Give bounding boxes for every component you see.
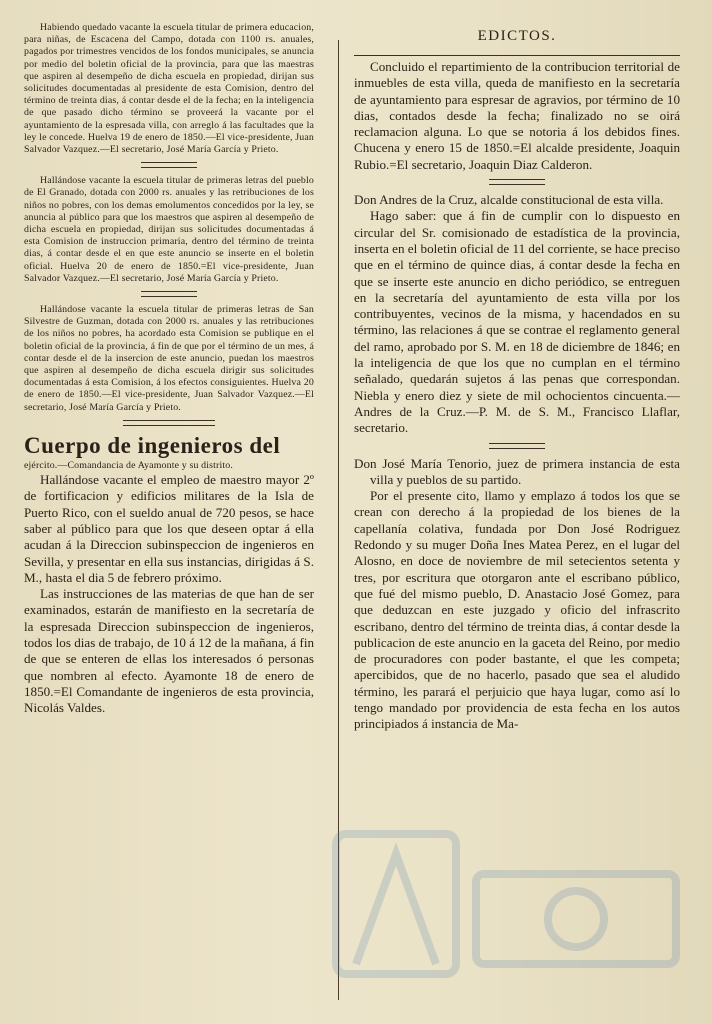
edict-chucena: Concluido el repartimiento de la contribucion territorial de inmuebles de esta villa, queda de manifiesto en la secretaría de ayuntamiento para espresar de agravios, por término de 10 dias, contados desde la fecha; finalizado no se oirá reclamacion alguna. Lo que se notoria á los debidos fines. Chucena y enero 15 de 1850.=El alcalde presidente, Joaquin Rubio.=El secretario, Joaquin Diaz Calderon. — [354, 59, 680, 172]
edict-niebla-body: Hago saber: que á fin de cumplir con lo dispuesto en circular del Sr. comisionado de estadística de la provincia, inserta en el boletin oficial de 11 del corriente, se hace preciso que en el término de quince dias, á contar desde la fecha en que se inserte este anuncio en dicho periódico, se entreguen en la secretaría del ayuntamiento de esta villa por los contribuyentes, vecinos de la misma, y hacendados en su término, las relaciones á que se contrae el reglamento general del ramo, aprobado por S. M. en 18 de diciembre de 1846; en la inteligencia de que los que no cumplan en el término señalado, quedarán sujetos á las penas que correspondan. Niebla y enero diez y siete de mil ochocientos cincuenta.—Andres de la Cruz.—P. M. de S. M., Francisco Llaflar, secretario. — [354, 208, 680, 436]
separator — [141, 162, 197, 168]
notice-el-granado: Hallándose vacante la escuela titular de primeras letras del pueblo de El Granado, dotada con 2000 rs. anuales y las retribuciones de los niños no pobres, con los demas emolumentos concedidos por la ley, se anuncia al público para que los maestros que aspiren al desempeño de dicha escuela en propiedad, dirijan sus solicitudes documentadas á esta Comision de instruccion primaria, dentro del término de treinta dias, á contar desde el en que este anuncio se inserte en el boletin oficial. Huelva 20 de enero de 1850.=El vice-presidente, Juan Salvador Vazquez.—El secretario, José María García y Prieto. — [24, 175, 314, 284]
section-heading: Cuerpo de ingenieros del — [24, 432, 281, 458]
edictos-title: EDICTOS. — [477, 28, 557, 44]
separator — [141, 291, 197, 297]
left-column — [24, 22, 314, 717]
notice-ingenieros-p2: Las instrucciones de las materias de que han de ser examinados, estarán de manifiesto en la secretaría de la espresada Direccion subinspeccion de ingenieros, todos los dias de trabajo, de 10 á 12 de la mañana, á fin de que se enteren de ellas los interesados ó personas que nombren al efecto. Ayamonte 18 de enero de 1850.=El Comandante de ingenieros de esta provincia, Nicolás Valdes. — [24, 586, 314, 716]
separator — [123, 420, 215, 426]
edict-tenorio-body: Por el presente cito, llamo y emplazo á todos los que se crean con derecho á la propiedad de los bienes de la capellanía colativa, fundada por Don José Rodriguez Redondo y su muger Doña Ines Matea Perez, en el lugar del Alosno, en doce de noviembre de mil setecientos setenta y tres, por escritura que otorgaron ante el escribano público, que fué del mismo pueblo, D. Anastacio José Gomez, para que deduzcan en este juzgado y oficio del infrascrito escribano, dentro del término de treinta dias, á contar desde la publicacion de este anuncio en la gaceta del Reino, por medio de procuradores con poder bastante, el que les competa; apercibidos, que de no hacerlo, pasado que sea el aludido término, les parará el perjuicio que haya lugar, como así lo tengo mandado por providencia de esta fecha en los autos principiados á instancia de Ma- — [354, 488, 680, 732]
title-rule — [354, 55, 680, 56]
notice-escacena: Habiendo quedado vacante la escuela titular de primera educacion, para niñas, de Escacena del Campo, dotada con 1100 rs. anuales, pagados por trimestres vencidos de los fondos municipales, se anuncia por medio del boletin oficial de la provincia, para que las maestras que aspiren al desempeño de dicha escuela en propiedad, dirijan sus solicitudes documentadas al presidente de esta Comision, dentro del término de treinta dias, á contar desde el de la fecha; en la inteligencia de que pasado dicho término se proveerá la vacante por el ayuntamiento de la espresada villa, con arreglo á las facultades que la ley le concede. Huelva 19 de enero de 1850.—El vice-presidente, Juan Salvador Vazquez.—El secretario, José María García y Prieto. — [24, 22, 314, 156]
edict-tenorio-heading: Don José María Tenorio, juez de primera instancia de esta villa y pueblos de su partido. — [354, 455, 680, 487]
notice-ingenieros-p1: Hallándose vacante el empleo de maestro mayor 2º de fortificacion y edificios militares de la Isla de Puerto Rico, con el sueldo anual de 720 pesos, se hace saber al público para que los que deseen optar á ella acudan á la Direccion subinspeccion de ingenieros en Sevilla, y presentar en ella sus instancias, dirigidas á S. M., hasta el dia 5 de febrero próximo. — [24, 472, 314, 585]
library-watermark-icon — [326, 814, 686, 984]
column-divider — [338, 40, 339, 1000]
separator — [489, 179, 545, 185]
right-column — [354, 22, 680, 733]
section-subheading: ejército.—Comandancia de Ayamonte y su distrito. — [24, 459, 233, 471]
separator — [489, 443, 545, 449]
notice-san-silvestre: Hallándose vacante la escuela titular de primeras letras de San Silvestre de Guzman, dotada con 2000 rs. anuales y las retribuciones de los niños no pobres, ha acordado esta Comision se publique en el boletin oficial de la provincia, á fin de que por el término de un mes, á contar desde el de la insercion de este anuncio, puedan los maestros que aspiren al desempeño de dicha escuela dirigir sus solicitudes documentadas á esta Comision, á los efectos consiguientes. Huelva 20 de enero de 1850.—El vice-presidente, Juan Salvador Vazquez.—El secretario, José María García y Prieto. — [24, 304, 314, 413]
edict-niebla-heading: Don Andres de la Cruz, alcalde constitucional de esta villa. — [354, 192, 664, 208]
